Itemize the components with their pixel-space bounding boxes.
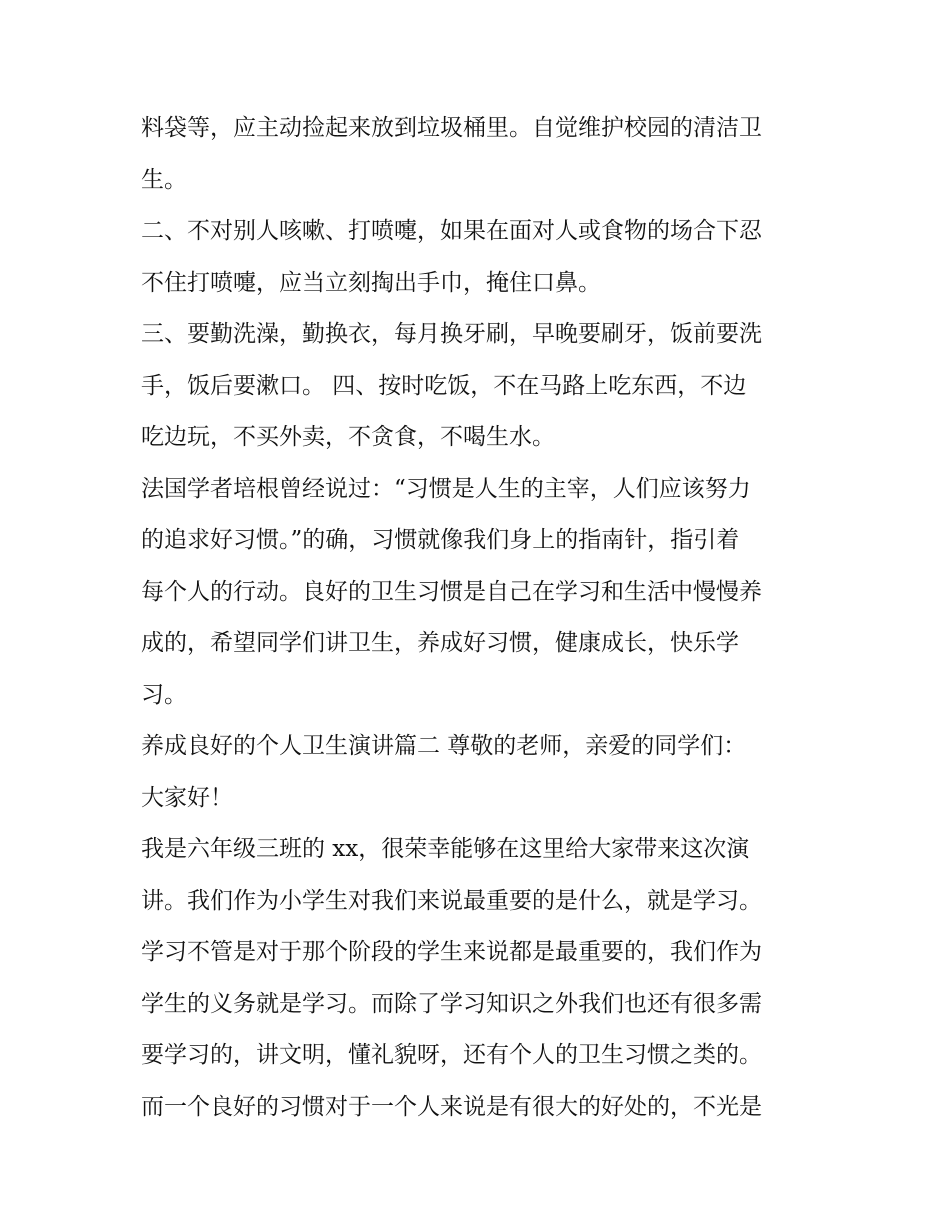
text-line: 手，饭后要漱口。 四、按时吃饭，不在马路上吃东西，不边 (141, 372, 747, 399)
text-line: 不住打喷嚏，应当立刻掏出手巾，掩住口鼻。 (141, 269, 601, 296)
section-heading-line: 养成良好的个人卫生演讲篇二 尊敬的老师，亲爱的同学们： (141, 733, 747, 759)
text-line: 成的，希望同学们讲卫生，养成好习惯，健康成长，快乐学 (141, 630, 739, 656)
text-line: 每个人的行动。良好的卫生习惯是自己在学习和生活中慢慢养 (141, 578, 762, 605)
text-line: 生。 (141, 166, 187, 193)
text-line: 料袋等，应主动捡起来放到垃圾桶里。自觉维护校园的清洁卫 (141, 115, 762, 141)
greeting-line: 大家好！ (141, 784, 233, 811)
text-line: 吃边玩，不买外卖，不贪食，不喝生水。 (141, 424, 555, 450)
text-line: 我是六年级三班的 xx，很荣幸能够在这里给大家带来这次演 (141, 836, 750, 862)
text-line: 学习不管是对于那个阶段的学生来说都是最重要的，我们作为 (141, 939, 762, 965)
text-line: 的追求好习惯。”的确，习惯就像我们身上的指南针，指引着 (141, 527, 740, 553)
text-line: 而一个良好的习惯对于一个人来说是有很大的好处的，不光是 (141, 1093, 762, 1120)
text-line: 讲。我们作为小学生对我们来说最重要的是什么，就是学习。 (141, 887, 762, 914)
document-body (141, 103, 821, 1133)
text-line: 三、要勤洗澡，勤换衣，每月换牙刷，早晚要刷牙，饭前要洗 (141, 321, 762, 347)
text-line: 二、不对别人咳嗽、打喷嚏，如果在面对人或食物的场合下忍 (141, 218, 762, 244)
text-line: 法国学者培根曾经说过：“习惯是人生的主宰，人们应该努力 (141, 475, 751, 502)
text-line: 学生的义务就是学习。而除了学习知识之外我们也还有很多需 (141, 990, 762, 1017)
text-line: 要学习的，讲文明，懂礼貌呀，还有个人的卫生习惯之类的。 (141, 1042, 762, 1068)
text-line: 习。 (141, 681, 187, 708)
